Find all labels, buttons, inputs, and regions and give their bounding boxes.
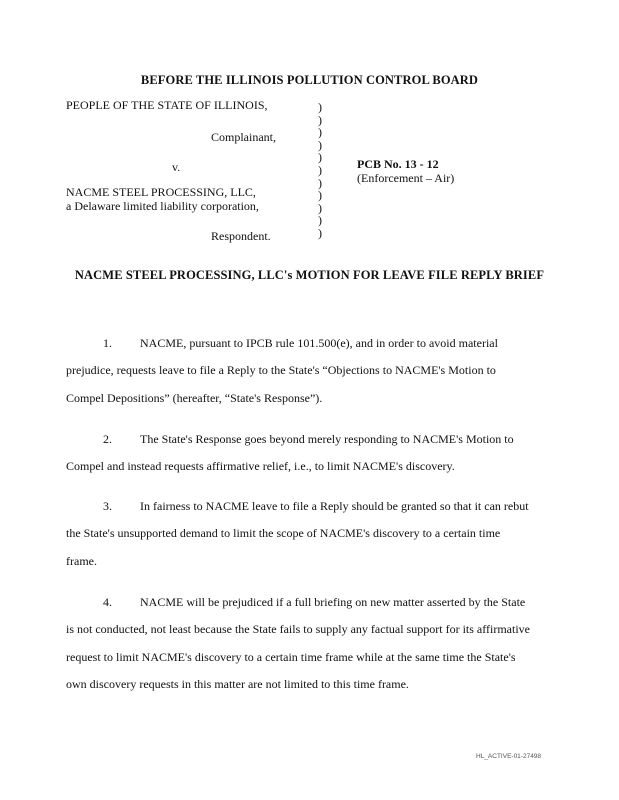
paren: ) xyxy=(318,125,322,140)
paragraph-number: 2. xyxy=(103,432,112,446)
paren: ) xyxy=(318,112,322,127)
paren: ) xyxy=(318,188,322,203)
paragraph-line: Compel and instead requests affirmative relief, i.e., to limit NACME's discovery. xyxy=(66,459,455,473)
paragraph-number: 1. xyxy=(103,336,112,350)
paragraph-line: own discovery requests in this matter are not limited to this time frame. xyxy=(66,677,409,691)
paragraph-line: prejudice, requests leave to file a Reply to the State's “Objections to NACME's Motion to xyxy=(66,363,496,377)
paragraph-line: The State's Response goes beyond merely responding to NACME's Motion to xyxy=(140,432,514,446)
paragraph-line: In fairness to NACME leave to file a Reply should be granted so that it can rebut xyxy=(140,499,529,513)
plaintiff-name: PEOPLE OF THE STATE OF ILLINOIS, xyxy=(66,98,268,112)
paren: ) xyxy=(318,100,322,114)
paragraph-line: is not conducted, not least because the State fails to supply any factual support for its affirmative xyxy=(66,622,530,636)
document-id: HL_ACTIVE-01-27498 xyxy=(476,753,542,760)
plaintiff-role: Complainant, xyxy=(211,130,276,144)
paragraph-line: Compel Depositions” (hereafter, “State's Response”). xyxy=(66,391,323,405)
defendant-role: Respondent. xyxy=(211,229,271,243)
paragraph-number: 3. xyxy=(103,499,112,513)
paren: ) xyxy=(318,200,322,215)
paragraph-line: request to limit NACME's discovery to a certain time frame while at the same time the State's xyxy=(66,650,516,664)
paren: ) xyxy=(318,150,322,165)
case-type: (Enforcement – Air) xyxy=(357,171,455,185)
motion-title: NACME STEEL PROCESSING, LLC's MOTION FOR LEAVE FILE REPLY BRIEF xyxy=(74,268,545,282)
defendant-description: a Delaware limited liability corporation, xyxy=(66,199,259,213)
paragraph-line: frame. xyxy=(66,554,97,568)
paragraph-number: 4. xyxy=(103,595,112,609)
paragraph-line: NACME, pursuant to IPCB rule 101.500(e), and in order to avoid material xyxy=(140,336,498,350)
versus: v. xyxy=(172,160,181,174)
board-title: BEFORE THE ILLINOIS POLLUTION CONTROL BOARD xyxy=(140,73,479,87)
case-number: PCB No. 13 - 12 xyxy=(357,157,439,171)
paren: ) xyxy=(318,213,322,228)
defendant-name: NACME STEEL PROCESSING, LLC, xyxy=(66,185,256,199)
caption-paren-column xyxy=(318,101,322,240)
paren: ) xyxy=(318,137,322,152)
paren: ) xyxy=(318,162,322,177)
paren: ) xyxy=(318,225,322,240)
paragraph-line: the State's unsupported demand to limit the scope of NACME's discovery to a certain time xyxy=(66,526,501,540)
paren: ) xyxy=(318,175,322,190)
paragraph-line: NACME will be prejudiced if a full briefing on new matter asserted by the State xyxy=(140,595,526,609)
